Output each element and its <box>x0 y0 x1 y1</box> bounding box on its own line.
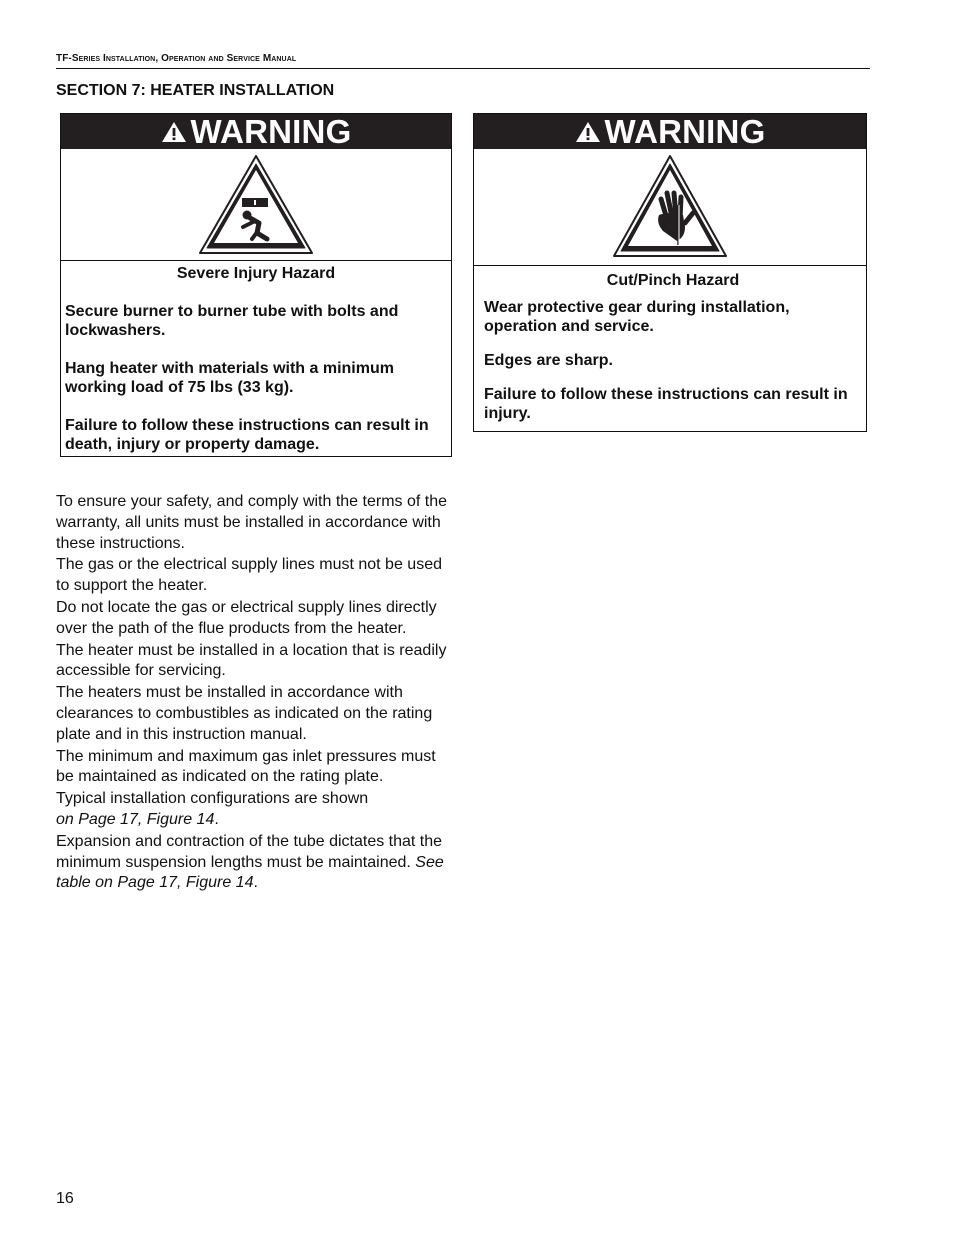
warning-box-cut-pinch <box>473 113 867 432</box>
warning-triangle-icon <box>575 121 601 143</box>
header-rule <box>56 68 870 69</box>
body-paragraph: To ensure your safety, and comply with the terms of the warranty, all units must be installed in accordance with these instructions. <box>56 493 447 552</box>
body-paragraph <box>56 789 456 831</box>
warning-text: Edges are sharp. <box>484 352 613 369</box>
warning-signal-word: WARNING <box>604 113 766 150</box>
warning-text: Wear protective gear during installation, operation and service. <box>484 299 790 335</box>
figure-reference: See table on Page 17, Figure 14 <box>56 853 444 892</box>
warning-text: Failure to follow these instructions can result in death, injury or property damage. <box>65 417 429 453</box>
pictogram-area <box>61 149 451 261</box>
warning-body <box>61 264 451 454</box>
running-head: TF-Series Installation, Operation and Service Manual <box>56 53 297 64</box>
punctuation: . <box>214 810 219 828</box>
punctuation: . <box>253 874 258 892</box>
body-text-span: Expansion and contraction of the tube dictates that the minimum suspension lengths must be maintained. <box>56 832 443 871</box>
warning-header <box>61 114 451 149</box>
warning-text: Hang heater with materials with a minimum working load of 75 lbs (33 kg). <box>65 360 394 396</box>
body-paragraph: The minimum and maximum gas inlet pressures must be maintained as indicated on the rating plate. <box>56 747 436 786</box>
body-paragraph: Do not locate the gas or electrical supply lines directly over the path of the flue products from the heater. <box>56 598 437 637</box>
body-text-span: Typical installation configurations are shown <box>56 790 369 808</box>
pictogram-area <box>474 149 866 266</box>
warning-text: Secure burner to burner tube with bolts and lockwashers. <box>65 303 399 339</box>
warning-signal-word: WARNING <box>190 113 352 150</box>
warning-box-severe-injury <box>60 113 452 457</box>
figure-reference: on Page 17, Figure 14 <box>56 810 215 828</box>
page-number: 16 <box>56 1190 74 1207</box>
body-paragraph: The gas or the electrical supply lines must not be used to support the heater. <box>56 556 442 595</box>
warning-header <box>474 114 866 149</box>
warning-body <box>474 271 866 423</box>
warning-triangle-icon <box>161 121 187 143</box>
hand-cut-icon <box>611 153 729 261</box>
falling-object-crush-icon <box>197 153 315 257</box>
hazard-title: Severe Injury Hazard <box>176 265 336 282</box>
warning-text: Failure to follow these instructions can result in injury. <box>484 386 848 422</box>
body-paragraph: The heaters must be installed in accordance with clearances to combustibles as indicated on the rating plate and in this instruction manual. <box>56 684 433 743</box>
section-title: SECTION 7: HEATER INSTALLATION <box>56 82 335 99</box>
body-paragraph: The heater must be installed in a location that is readily accessible for servicing. <box>56 641 447 680</box>
body-text <box>56 492 456 895</box>
hazard-title: Cut/Pinch Hazard <box>606 272 740 289</box>
body-paragraph <box>56 832 456 894</box>
